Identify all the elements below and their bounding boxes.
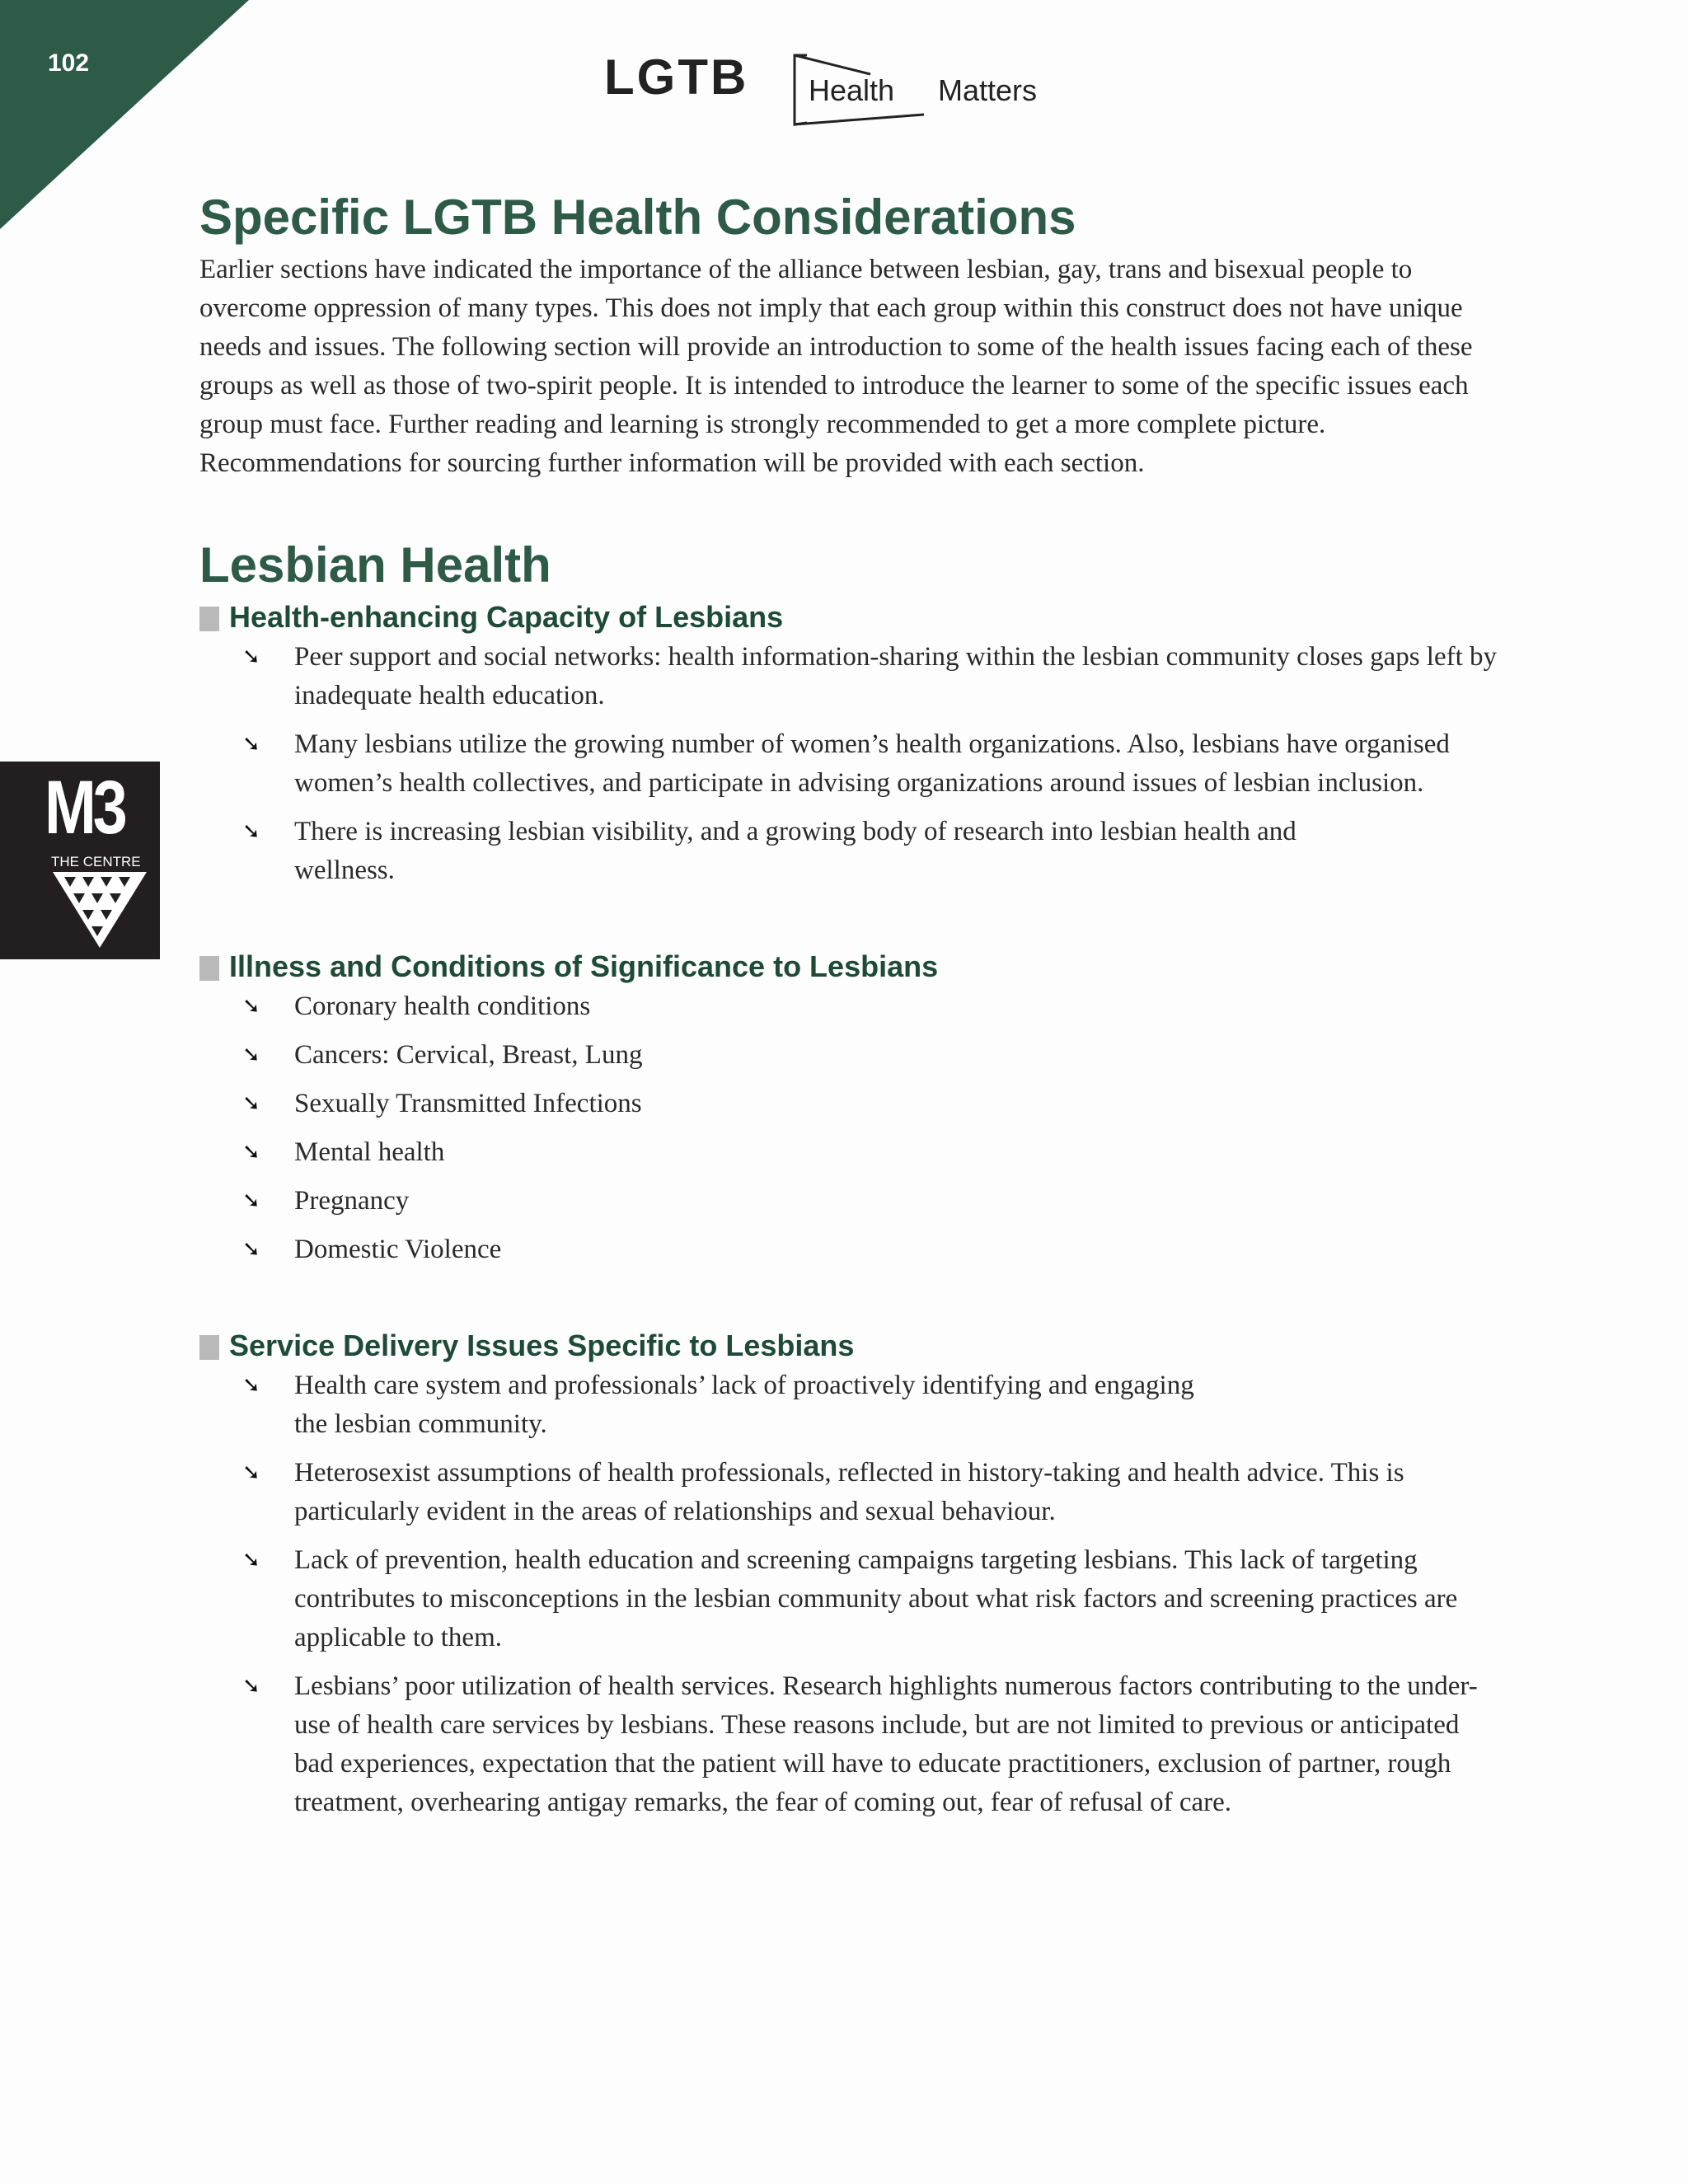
list-item [199,1454,1502,1531]
subsection-heading-service-delivery [199,1325,1502,1366]
list-item-text: Domestic Violence [294,1235,502,1264]
triangle-logo-icon [51,869,148,949]
module-tab [0,762,160,959]
subsection-heading-illness-conditions [199,946,1502,987]
list-item-text: Many lesbians utilize the growing number of women’s health organizations. Also, lesbians have organised women’s health collectives, and participate in advising organizations around issues of lesbian inclusion. [294,729,1450,798]
list-item-text: Coronary health conditions [294,991,591,1021]
list-item [199,1541,1502,1657]
list-item-text: Peer support and social networks: health information-sharing within the lesbian community closes gaps left by inadequate health education. [294,642,1498,710]
arrow-down-right-icon: ➘ [242,1373,260,1398]
module-label: THE CENTRE [51,854,141,869]
logo-matters-text: Matters [938,73,1038,107]
page-content [199,186,1502,1832]
subsection-heading-text: Illness and Conditions of Significance to Lesbians [229,949,939,983]
list-item-text: There is increasing lesbian visibility, and a growing body of research into lesbian health and wellness. [294,817,1296,885]
list-item-text: Mental health [294,1137,445,1167]
subsection-heading-health-enhancing [199,597,1502,638]
list-item-text: Lesbians’ poor utilization of health services. Research highlights numerous factors contributing to the under-use of health care services by lesbians. These reasons include, but are not limited to previous or anticipated bad experiences, expectation that the patient will have to educate practitioners, exclusion of partner, rough treatment, overhearing antigay remarks, the fear of coming out, fear of refusal of care. [294,1671,1478,1817]
list-item-text: Sexually Transmitted Infections [294,1089,642,1118]
list-item [199,1182,1502,1221]
list-item [199,1366,1502,1444]
section-heading-lesbian-health: Lesbian Health [199,537,551,593]
arrow-down-right-icon: ➘ [242,1237,260,1262]
list-item [199,1085,1502,1123]
arrow-down-right-icon: ➘ [242,1140,260,1165]
module-code: M3 [45,766,124,850]
logo-lgtb-text: LGTB [604,49,749,105]
arrow-down-right-icon: ➘ [242,994,260,1019]
list-item-text: Health care system and professionals’ lack of proactively identifying and engaging the lesbian community. [294,1371,1194,1439]
heading-marker [199,1335,219,1360]
arrow-down-right-icon: ➘ [242,732,260,757]
intro-paragraph: Earlier sections have indicated the importance of the alliance between lesbian, gay, trans and bisexual people to overcome oppression of many types. This does not imply that each group within this construct does not have unique needs and issues. The following section will provide an introduction to some of the health issues facing each of these groups as well as those of two-spirit people. It is intended to introduce the learner to some of the specific issues each group must face. Further reading and learning is strongly recommended to get a more complete picture. Recommendations for sourcing further information will be provided with each section. [199,255,1473,478]
list-item-text: Cancers: Cervical, Breast, Lung [294,1040,643,1070]
arrow-down-right-icon: ➘ [242,1091,260,1116]
heading-marker [199,956,219,981]
logo-health-text: Health [809,73,895,107]
subsection-heading-text: Health-enhancing Capacity of Lesbians [229,600,784,634]
arrow-down-right-icon: ➘ [242,1188,260,1213]
subsection-heading-text: Service Delivery Issues Specific to Lesbians [229,1329,855,1362]
health-enhancing-list [199,638,1502,890]
arrow-down-right-icon: ➘ [242,1043,260,1067]
illness-conditions-list [199,987,1502,1269]
header-logo [604,51,1086,127]
list-item [199,813,1502,890]
list-item-text: Heterosexist assumptions of health professionals, reflected in history-taking and health advice. This is particularly evident in the areas of relationships and sexual behaviour. [294,1458,1404,1526]
arrow-down-right-icon: ➘ [242,1460,260,1485]
list-item [199,1230,1502,1269]
service-delivery-list [199,1366,1502,1822]
list-item-text: Pregnancy [294,1186,410,1216]
arrow-down-right-icon: ➘ [242,1548,260,1572]
arrow-down-right-icon: ➘ [242,644,260,669]
list-item [199,1133,1502,1172]
list-item [199,638,1502,715]
page-number: 102 [48,49,90,77]
heading-marker [199,607,219,631]
list-item-text: Lack of prevention, health education and screening campaigns targeting lesbians. This lack of targeting contributes to misconceptions in the lesbian community about what risk factors and screening practices are applicable to them. [294,1545,1458,1652]
arrow-down-right-icon: ➘ [242,1674,260,1699]
arrow-down-right-icon: ➘ [242,819,260,844]
list-item [199,1667,1502,1822]
list-item [199,987,1502,1026]
main-heading: Specific LGTB Health Considerations [199,190,1076,245]
list-item [199,725,1502,803]
list-item [199,1036,1502,1075]
